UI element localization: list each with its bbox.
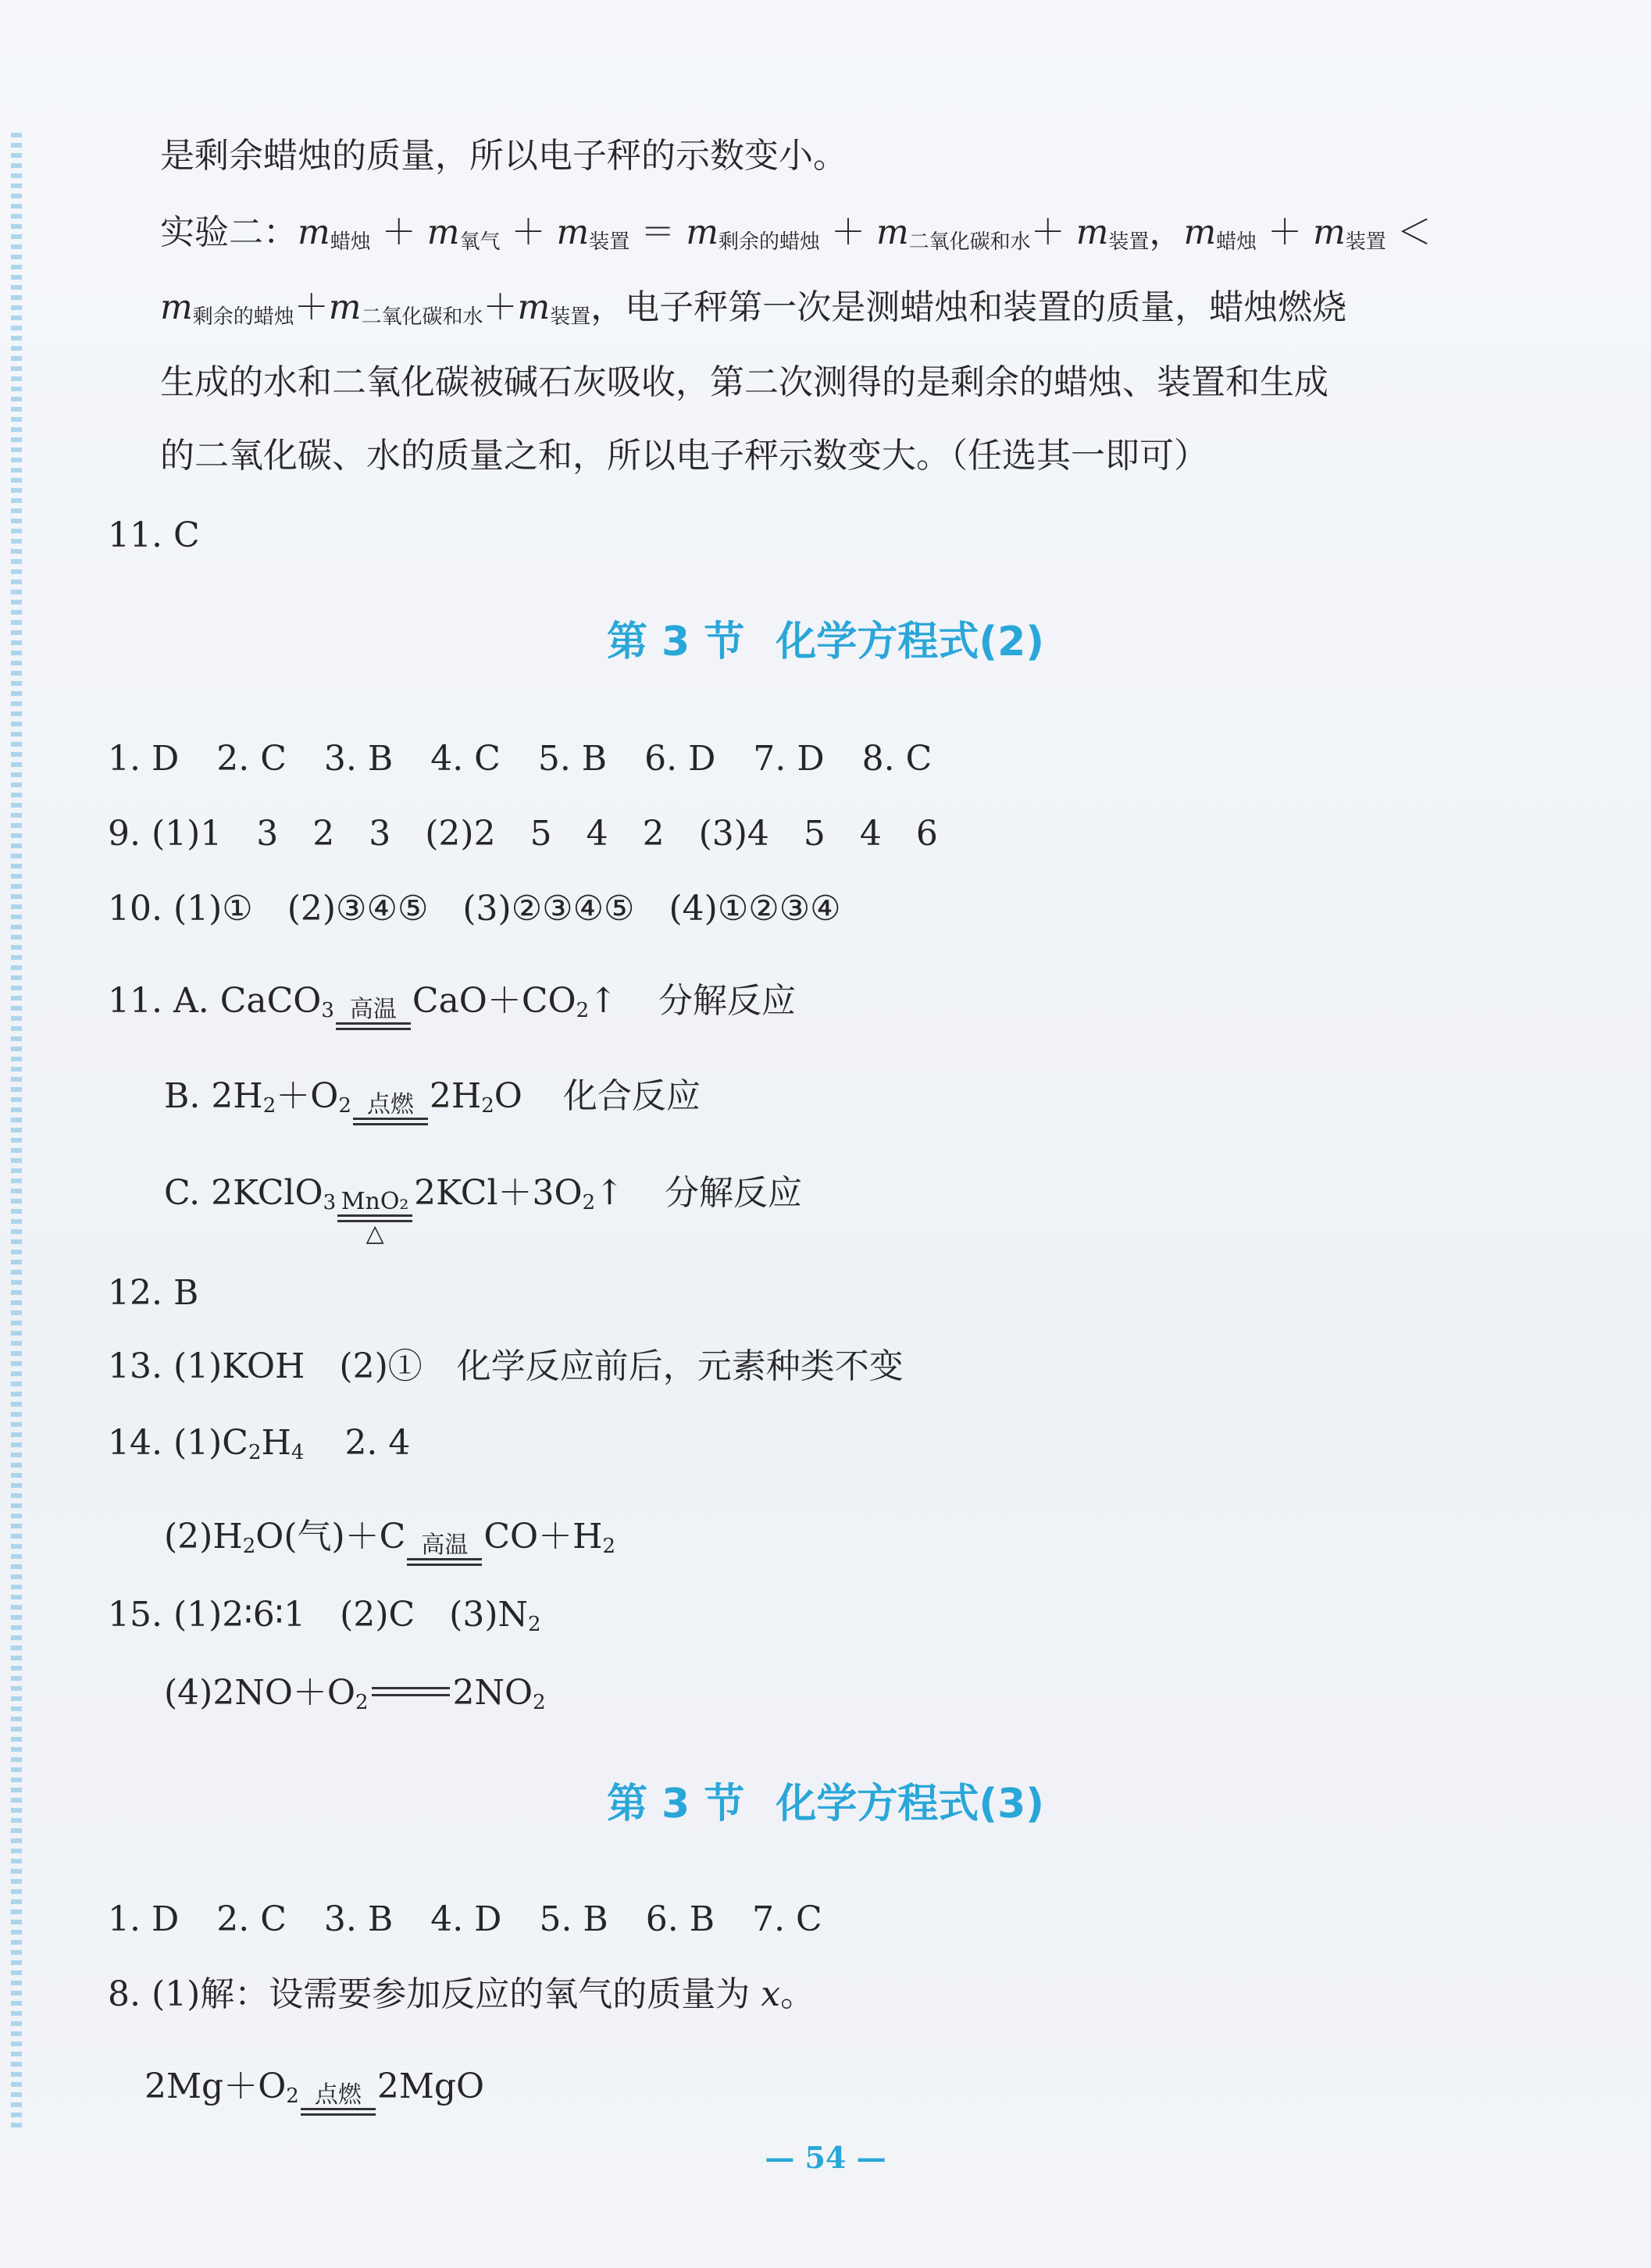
answer-15-4-equation: $(4)2NO+O_2$ $2NO_2$ bbox=[164, 1673, 546, 1714]
answer-item: 5. B bbox=[537, 739, 608, 779]
answers-1-8 bbox=[108, 737, 932, 781]
experiment-two-inequality: $m_{剩余的蜡烛}+m_{二氧化碳和水}+m_{装置}$，电子秤第一次是测蜡烛和装置的质量，蜡烛燃烧 bbox=[160, 287, 1347, 329]
answers-1-7 bbox=[108, 1898, 822, 1942]
answer-line: 是剩余蜡烛的质量，所以电子秤的示数变小。 bbox=[160, 136, 847, 176]
answer-9: 9. (1)1 3 2 3 (2)2 5 4 2 (3)4 5 4 6 bbox=[108, 814, 938, 854]
answer-item: 2. C bbox=[216, 1899, 287, 1939]
answer-item: 3. B bbox=[323, 739, 394, 779]
section-heading-3: 第 3 节 化学方程式(3) bbox=[606, 1781, 1045, 1828]
answer-13: 13. (1)KOH (2)① 化学反应前后，元素种类不变 bbox=[108, 1346, 904, 1386]
reaction-condition: 点燃 bbox=[301, 2083, 376, 2139]
reaction-condition: MnO₂ △ bbox=[337, 1189, 412, 1246]
answer-item: 3. B bbox=[323, 1899, 394, 1939]
answer-14-1: 14. $(1)C_2H_4$ 2. 4 bbox=[108, 1423, 411, 1464]
experiment-two-equation: 实验二：$m_{蜡烛} + m_{氧气} + m_{装置} = m_{剩余的蜡烛} + m_{二氧化碳和水}+ m_{装置}$，$m_{蜡烛} + m_{装置}$ ＜ bbox=[160, 212, 1432, 254]
answer-11b-equation: B. $2H_2+O_2$ 点燃 $2H_2O$ 化合反应 bbox=[164, 1075, 701, 1149]
answer-14-2-equation: $(2)H_2O$(气)＋C 高温 $CO+H_2$ bbox=[164, 1515, 615, 1589]
answer-line: 的二氧化碳、水的质量之和，所以电子秤示数变大。（任选其一即可） bbox=[160, 436, 1208, 476]
answer-item: 6. D bbox=[644, 739, 716, 779]
answer-item: 6. B bbox=[645, 1899, 715, 1939]
equals-sign bbox=[372, 1687, 450, 1696]
answer-15: 15. (1)2∶6∶1 (2)C $(3)N_2$ bbox=[108, 1595, 541, 1636]
answer-item: 4. C bbox=[430, 739, 501, 779]
page-number: — 54 — bbox=[765, 2140, 886, 2175]
answer-10: 10. (1)① (2)③④⑤ (3)②③④⑤ (4)①②③④ bbox=[108, 889, 841, 929]
answer-line: 生成的水和二氧化碳被碱石灰吸收，第二次测得的是剩余的蜡烛、装置和生成 bbox=[160, 362, 1328, 402]
reaction-condition: 高温 bbox=[407, 1533, 482, 1589]
answer-8-equation: $2Mg+O_2$ 点燃 2MgO bbox=[144, 2065, 484, 2139]
section-heading-2: 第 3 节 化学方程式(2) bbox=[606, 619, 1045, 665]
answer-item: 1. D bbox=[108, 1899, 180, 1939]
answer-8-1: 8. (1)解：设需要参加反应的氧气的质量为 x。 bbox=[108, 1974, 815, 2014]
answer-11: 11. C bbox=[108, 515, 200, 555]
answer-item: 8. C bbox=[861, 739, 932, 779]
reaction-condition: 点燃 bbox=[353, 1093, 428, 1149]
answer-item: 7. C bbox=[752, 1899, 822, 1939]
answer-11a-equation: 11. A. CaCO$_3$ 高温 $CaO+CO_2↑$ 分解反应 bbox=[108, 979, 796, 1054]
answer-item: 1. D bbox=[108, 739, 180, 779]
answer-11c-equation: C. 2KClO$_3$ MnO₂ △ $2KCl+3O_2↑$ 分解反应 bbox=[164, 1173, 803, 1247]
answer-item: 7. D bbox=[753, 739, 825, 779]
reaction-condition: 高温 bbox=[336, 997, 411, 1054]
answer-item: 5. B bbox=[539, 1899, 608, 1939]
answer-item: 4. D bbox=[430, 1899, 502, 1939]
answer-12: 12. B bbox=[108, 1273, 199, 1313]
answer-item: 2. C bbox=[216, 739, 287, 779]
